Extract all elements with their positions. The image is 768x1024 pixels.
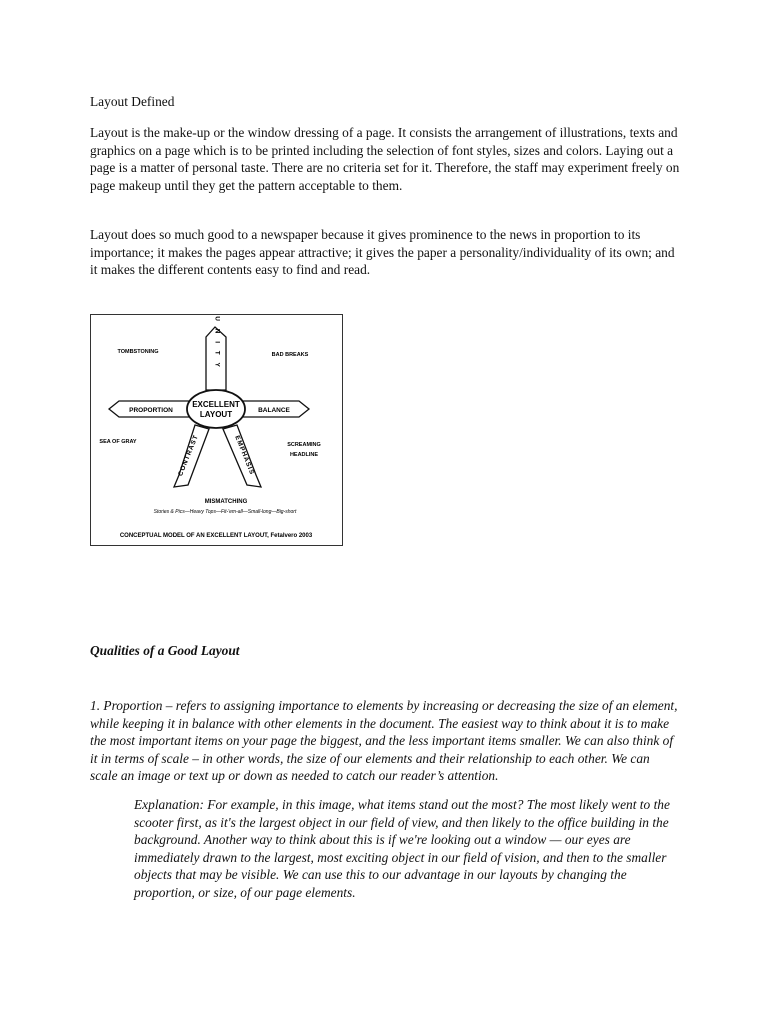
paragraph-layout-definition: Layout is the make-up or the window dressing of a page. It consists the arrangement of illustrations, texts and graphics on a page which is to be printed including the selection of font styles, sizes and colors. Laying out a page is a matter of personal taste. There are no criteria set for it. Therefore, the staff may experiment freely on page makeup until they get the pattern acceptable to them. [90,125,680,193]
label-screaming: SCREAMING [287,442,321,448]
label-sea-of-gray: SEA OF GRAY [99,439,137,445]
center-ellipse [187,390,245,428]
page-heading: Layout Defined [90,94,175,109]
section-heading-qualities: Qualities of a Good Layout [90,643,240,658]
petal-label-contrast: CONTRAST [177,433,201,478]
label-headline: HEADLINE [289,452,319,458]
paragraph-layout-benefits: Layout does so much good to a newspaper because it gives prominence to the news in proportion to its importance; it makes the pages appear attractive; it gives the paper a personality/individuality of its own; and it makes the different contents easy to find and read. [90,227,675,277]
label-mismatching-sub: Stories & Pics—Heavy Tops—Fit-'em-all—Small-long—Big-short [153,509,297,515]
center-label-2: LAYOUT [199,410,233,419]
paragraph-proportion: 1. Proportion – refers to assigning importance to elements by increasing or decreasing the size of an element, while keeping it in balance with other elements in the document. The easiest way to think about it is to make the most important items on your page the biggest, and the less important items smaller. We can also think of it in terms of scale – in other words, the size of our elements and their relationship to each other. We can scale an image or text up or down as needed to catch our reader’s attention. [90,698,678,783]
paragraph-explanation: Explanation: For example, in this image, what items stand out the most? The most likely went to the scooter first, as it's the largest object in our field of view, and then likely to the office building in the background. Another way to think about this is if we're looking out a window — our eyes are immediately drawn to the largest, most exciting object in our field of vision, and then to the smaller objects that may be visible. We can use this to our advantage in our layouts by changing the proportion, or size, of our page elements. [134,797,670,900]
center-label-1: EXCELLENT [192,400,240,409]
label-tombstoning: TOMBSTONING [117,349,159,355]
petal-label-emphasis: EMPHASIS [233,434,256,477]
label-mismatching: MISMATCHING [204,499,248,505]
petal-label-proportion: PROPORTION [129,407,173,414]
layout-model-figure [90,314,343,546]
petal-label-balance: BALANCE [258,407,290,414]
label-bad-breaks: BAD BREAKS [271,352,309,358]
figure-caption: CONCEPTUAL MODEL OF AN EXCELLENT LAYOUT, Fetalvero 2003 [119,533,313,539]
layout-model-diagram [91,315,342,545]
petal-label-unity: U N I T Y [213,316,221,370]
